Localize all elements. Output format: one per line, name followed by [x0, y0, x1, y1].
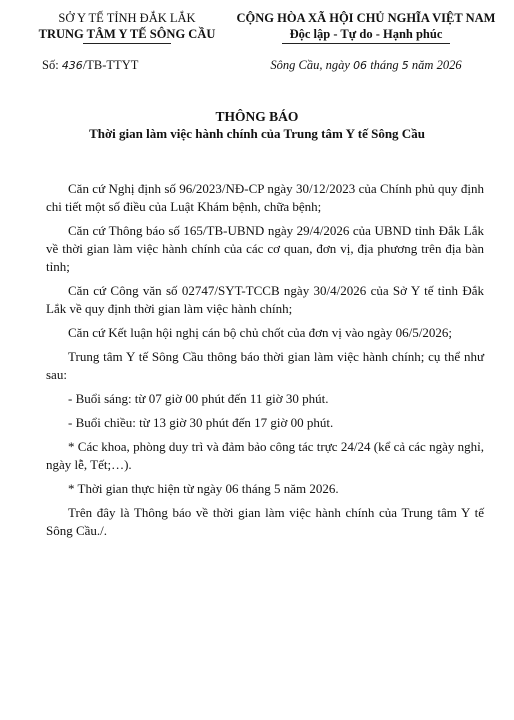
body-paragraph: Căn cứ Công văn số 02747/SYT-TCCB ngày 30/4/2026 của Sở Y tế tỉnh Đắk Lắk về quy định thời gian làm việc hành chính; — [46, 283, 484, 316]
issuing-authority-block — [22, 10, 232, 44]
body-paragraph: - Buổi sáng: từ 07 giờ 00 phút đến 11 giờ 30 phút. — [68, 391, 329, 406]
document-title-block — [0, 108, 514, 142]
document-subtitle: Thời gian làm việc hành chính của Trung tâm Y tế Sông Cầu — [89, 126, 425, 141]
authority-name: SỞ Y TẾ TỈNH ĐẮK LẮK — [58, 11, 196, 25]
doc-number-handwritten: 436 — [61, 59, 83, 72]
doc-number-suffix: /TB-TTYT — [82, 58, 139, 72]
body-paragraph: Trên đây là Thông báo về thời gian làm việc hành chính của Trung tâm Y tế Sông Cầu./. — [46, 505, 484, 538]
body-paragraph: Trung tâm Y tế Sông Cầu thông báo thời gian làm việc hành chính; cụ thể như sau: — [46, 349, 484, 382]
document-title: THÔNG BÁO — [215, 109, 299, 124]
doc-number-prefix: Số: — [42, 58, 59, 72]
place-date-prefix: Sông Cầu, ngày — [270, 58, 350, 72]
national-heading-block — [226, 10, 506, 44]
body-paragraph: Căn cứ Kết luận hội nghị cán bộ chủ chốt của đơn vị vào ngày 06/5/2026; — [68, 325, 452, 340]
month-label: tháng — [370, 58, 399, 72]
body-paragraph: - Buổi chiều: từ 13 giờ 30 phút đến 17 giờ 00 phút. — [68, 415, 334, 430]
year-text: năm 2026 — [411, 58, 462, 72]
body-paragraph: * Các khoa, phòng duy trì và đảm bảo công tác trực 24/24 (kể cả các ngày nghỉ, ngày lễ, Tết;…). — [46, 439, 484, 472]
document-body — [46, 180, 484, 546]
organization-name: TRUNG TÂM Y TẾ SÔNG CẦU — [38, 27, 216, 41]
month-handwritten: 5 — [401, 59, 409, 72]
republic-name: CỘNG HÒA XÃ HỘI CHỦ NGHĨA VIỆT NAM — [236, 11, 496, 25]
motto-underline — [282, 43, 450, 44]
document-number — [42, 58, 138, 73]
body-paragraph: * Thời gian thực hiện từ ngày 06 tháng 5 năm 2026. — [68, 481, 339, 496]
place-date-line — [246, 58, 486, 73]
body-paragraph: Căn cứ Thông báo số 165/TB-UBND ngày 29/4/2026 của UBND tỉnh Đắk Lắk về thời gian làm việc hành chính của các cơ quan, đơn vị, địa phương trên địa bàn tỉnh; — [46, 223, 484, 274]
body-paragraph: Căn cứ Nghị định số 96/2023/NĐ-CP ngày 30/12/2023 của Chính phủ quy định chi tiết một số điều của Luật Khám bệnh, chữa bệnh; — [46, 181, 484, 214]
day-handwritten: 06 — [353, 59, 368, 72]
org-underline — [83, 43, 171, 44]
national-motto: Độc lập - Tự do - Hạnh phúc — [289, 27, 443, 41]
